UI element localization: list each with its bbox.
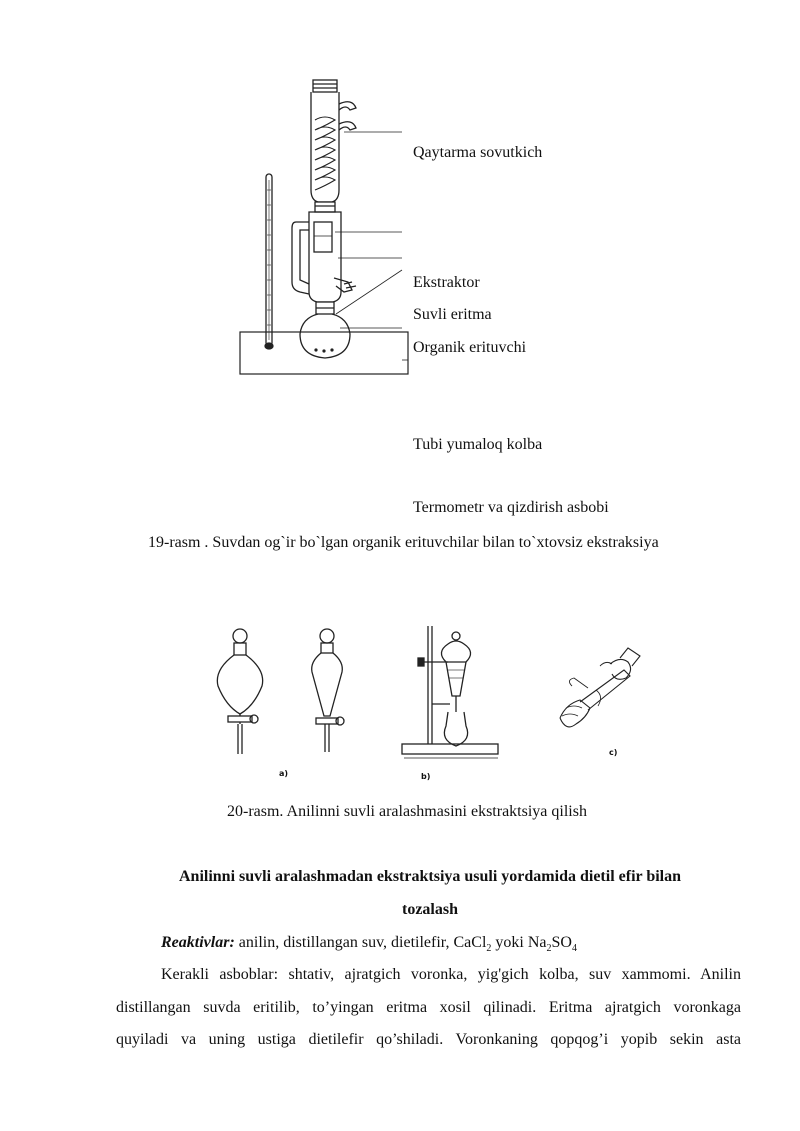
paragraph-line3: quyiladi va uning ustiga dietilefir qo’shiladi. Voronkaning qopqog’i yopib sekin asta	[116, 1031, 741, 1048]
figure19-caption: 19-rasm . Suvdan og`ir bo`lgan organik erituvchilar bilan to`xtovsiz ekstraksiya	[148, 534, 659, 551]
heating-block	[240, 332, 408, 374]
reagents-line	[161, 933, 741, 953]
reagents-text: yoki Na	[491, 934, 547, 951]
reagents-sub: 2	[546, 943, 552, 955]
label-reflux-condenser: Qaytarma sovutkich	[413, 144, 543, 161]
separatory-funnel-pear	[312, 629, 344, 752]
separatory-funnels-diagram	[0, 600, 800, 800]
reagents-text: anilin, distillangan suv, dietilefir, CaCl	[234, 934, 487, 951]
extraction-apparatus-diagram	[0, 0, 800, 400]
label-aqueous-solution: Suvli eritma	[413, 306, 492, 323]
reagents-sub: 2	[486, 943, 492, 955]
figure20-tag-c: c)	[609, 748, 618, 757]
separatory-funnel-round	[217, 629, 262, 754]
reagents-text: SO	[551, 934, 572, 951]
figure20-tag-a: a)	[279, 769, 289, 778]
funnel-in-hands	[560, 648, 640, 727]
figure20-tag-b: b)	[421, 772, 431, 781]
funnel-on-stand	[402, 626, 498, 758]
reagents-label: Reaktivlar:	[161, 934, 235, 951]
label-thermometer-heater: Termometr va qizdirish asbobi	[413, 499, 609, 516]
label-extractor: Ekstraktor	[413, 274, 480, 291]
figure20-caption: 20-rasm. Anilinni suvli aralashmasini ekstraktsiya qilish	[227, 803, 587, 820]
label-round-bottom-flask: Tubi yumaloq kolba	[413, 436, 543, 453]
reagents-sub: 4	[571, 943, 577, 955]
section-title-line1: Anilinni suvli aralashmadan ekstraktsiya usuli yordamida dietil efir bilan	[178, 868, 682, 885]
section-title-line2: tozalash	[402, 901, 458, 918]
paragraph-line1: Kerakli asboblar: shtativ, ajratgich voronka, yig'gich kolba, suv xammomi. Anilin	[161, 966, 741, 983]
label-organic-solvent: Organik erituvchi	[413, 339, 527, 356]
paragraph-line2: distillangan suvda eritilib, to’yingan eritma xosil qilinadi. Eritma ajratgich voronkaga	[116, 999, 741, 1016]
